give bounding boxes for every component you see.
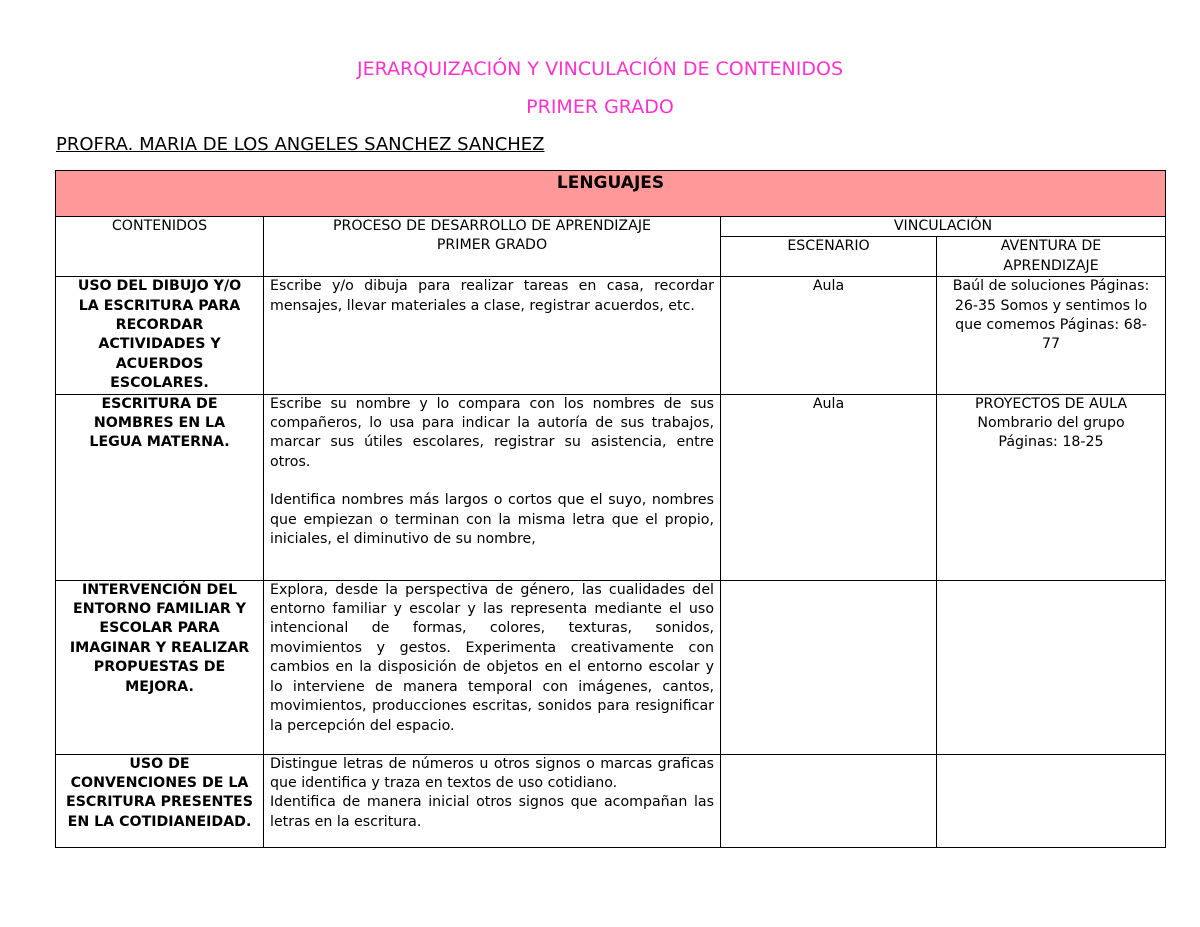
header-proceso-line1: PROCESO DE DESARROLLO DE APRENDIZAJE xyxy=(332,218,652,234)
table-row xyxy=(56,754,1166,847)
header-proceso xyxy=(264,217,721,277)
escenario-cell: Aula xyxy=(721,394,937,580)
contenido-cell: USO DEL DIBUJO Y/O LA ESCRITURA PARA RECORDAR ACTIVIDADES Y ACUERDOS ESCOLARES. xyxy=(56,277,264,394)
proceso-cell: Explora, desde la perspectiva de género, las cualidades del entorno familiar y escolar y las representa mediante el uso intencional de formas, colores, texturas, sonidos, movimientos y gestos. Experimenta creativamente con cambios en la disposición de objetos en el entorno escolar y lo interviene de manera temporal con imágenes, cantos, movimientos, producciones escritas, sonidos para resignificar la percepción del espacio. xyxy=(264,580,721,754)
document-title: JERARQUIZACIÓN Y VINCULACIÓN DE CONTENIDOS xyxy=(356,58,844,80)
proceso-cell xyxy=(264,394,721,580)
aventura-cell xyxy=(937,754,1166,847)
content-table xyxy=(55,170,1166,848)
escenario-cell: Aula xyxy=(721,277,937,394)
contenido-cell: INTERVENCIÓN DEL ENTORNO FAMILIAR Y ESCOLAR PARA IMAGINAR Y REALIZAR PROPUESTAS DE MEJORA. xyxy=(56,580,264,754)
grade-title: PRIMER GRADO xyxy=(526,96,674,118)
aventura-cell xyxy=(937,580,1166,754)
proceso-cell: Escribe y/o dibuja para realizar tareas en casa, recordar mensajes, llevar materiales a clase, registrar acuerdos, etc. xyxy=(264,277,721,394)
area-band: LENGUAJES xyxy=(56,171,1166,217)
header-contenidos: CONTENIDOS xyxy=(56,217,264,277)
contenido-cell: USO DE CONVENCIONES DE LA ESCRITURA PRESENTES EN LA COTIDIANEIDAD. xyxy=(56,754,264,847)
escenario-cell xyxy=(721,580,937,754)
header-proceso-line2: PRIMER GRADO xyxy=(436,237,548,254)
teacher-name: PROFRA. MARIA DE LOS ANGELES SANCHEZ SANCHEZ xyxy=(56,134,545,155)
proceso-paragraph: Escribe su nombre y lo compara con los nombres de sus compañeros, lo usa para indicar la autoría de sus trabajos, marcar sus útiles escolares, registrar su asistencia, entre otros. xyxy=(270,395,714,470)
proceso-paragraph: Identifica nombres más largos o cortos que el suyo, nombres que empiezan o terminan con la misma letra que el propio, iniciales, el diminutivo de su nombre, xyxy=(270,492,714,548)
header-escenario: ESCENARIO xyxy=(721,237,937,277)
aventura-cell: Baúl de soluciones Páginas: 26-35 Somos y sentimos lo que comemos Páginas: 68-77 xyxy=(937,277,1166,394)
header-vinculacion: VINCULACIÓN xyxy=(721,217,1166,237)
table-row xyxy=(56,277,1166,394)
table-row xyxy=(56,394,1166,580)
proceso-paragraph: Distingue letras de números u otros signos o marcas graficas que identifica y traza en textos de uso cotidiano. xyxy=(270,755,714,792)
header-aventura: AVENTURA DE APRENDIZAJE xyxy=(937,237,1166,277)
table-row xyxy=(56,580,1166,754)
aventura-cell: PROYECTOS DE AULA Nombrario del grupo Páginas: 18-25 xyxy=(937,394,1166,580)
proceso-cell xyxy=(264,754,721,847)
contenido-cell: ESCRITURA DE NOMBRES EN LA LEGUA MATERNA. xyxy=(56,394,264,580)
proceso-paragraph: Identifica de manera inicial otros signos que acompañan las letras en la escritura. xyxy=(270,794,714,830)
escenario-cell xyxy=(721,754,937,847)
